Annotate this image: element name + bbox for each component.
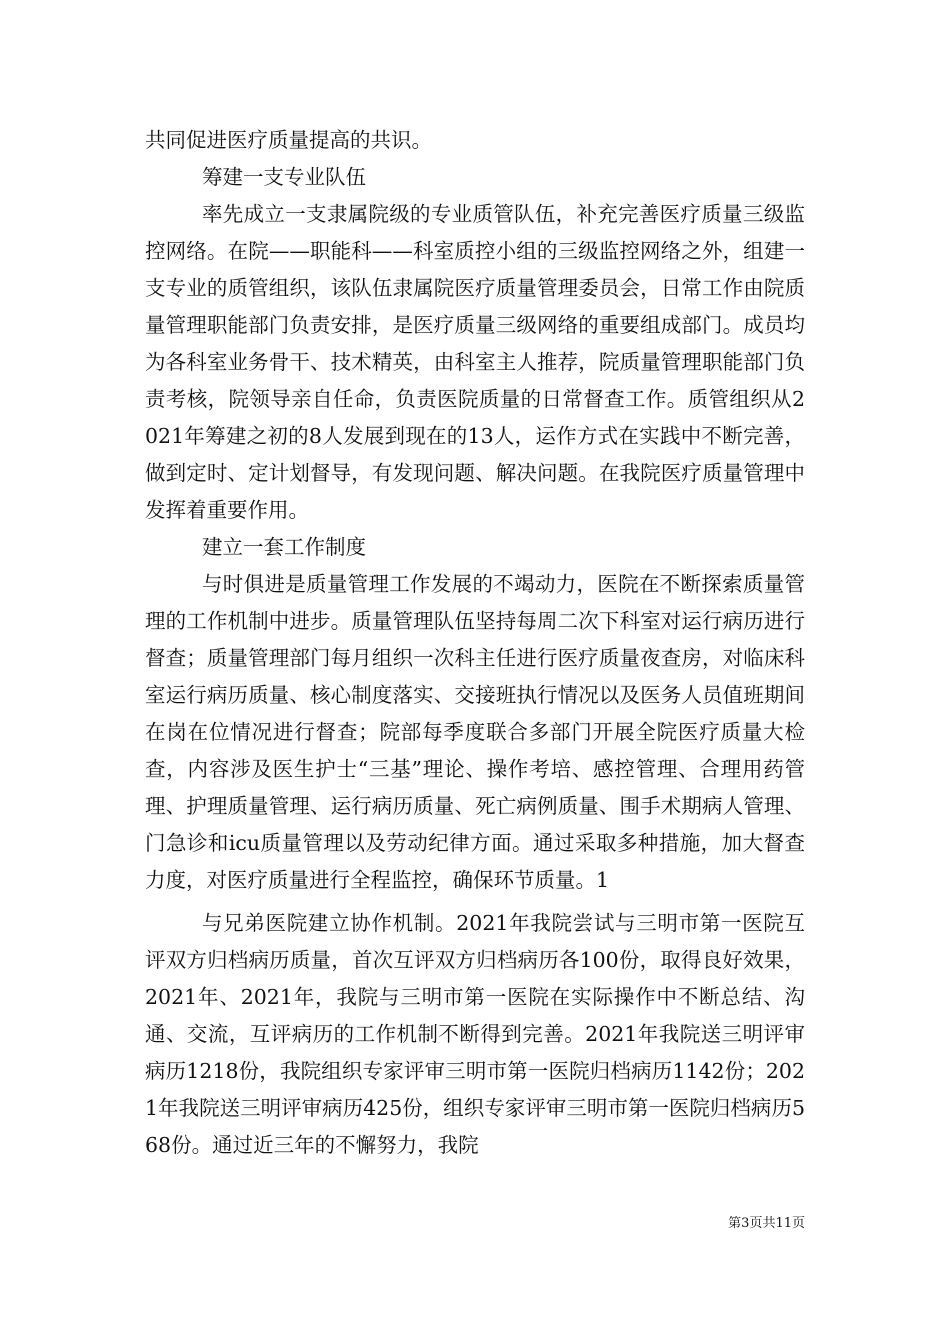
paragraph-team: 率先成立一支隶属院级的专业质管队伍，补充完善医疗质量三级监控网络。在院——职能科——科室质控小组的三级监控网络之外，组建一支专业的质管组织，该队伍隶属院医疗质量管理委员会，日常工作由院质量管理职能部门负责安排，是医疗质量三级网络的重要组成部门。成员均为各科室业务骨干、技术精英，由科室主人推荐，院质量管理职能部门负责考核，院领导亲自任命，负责医院质量的日常督查工作。质管组织从2021年筹建之初的8人发展到现在的13人，运作方式在实践中不断完善，做到定时、定计划督导，有发现问题、解决问题。在我院医疗质量管理中发挥着重要作用。 — [145, 202, 805, 522]
page-number: 第3页共11页 — [728, 1216, 805, 1231]
document-body — [145, 122, 805, 1164]
paragraph-system: 与时俱进是质量管理工作发展的不竭动力，医院在不断探索质量管理的工作机制中进步。质量管理队伍坚持每周二次下科室对运行病历进行督查；质量管理部门每月组织一次科主任进行医疗质量夜查房，对临床科室运行病历质量、核心制度落实、交接班执行情况以及医务人员值班期间在岗在位情况进行督查；院部每季度联合多部门开展全院医疗质量大检查，内容涉及医生护士“三基”理论、操作考培、感控管理、合理用药管理、护理质量管理、运行病历质量、死亡病例质量、围手术期病人管理、门急诊和icu质量管理以及劳动纪律方面。通过采取多种措施，加大督查力度，对医疗质量进行全程监控，确保环节质量。1 — [145, 572, 805, 892]
section-heading-system: 建立一套工作制度 — [202, 535, 366, 559]
paragraph-continuation: 共同促进医疗质量提高的共识。 — [145, 128, 432, 152]
section-heading-team: 筹建一支专业队伍 — [202, 165, 366, 189]
paragraph-cooperation: 与兄弟医院建立协作机制。2021年我院尝试与三明市第一医院互评双方归档病历质量，首次互评双方归档病历各100份，取得良好效果，2021年、2021年，我院与三明市第一医院在实际操作中不断总结、沟通、交流，互评病历的工作机制不断得到完善。2021年我院送三明评审病历1218份，我院组织专家评审三明市第一医院归档病历1142份；2021年我院送三明评审病历425份，组织专家评审三明市第一医院归档病历568份。通过近三年的不懈努力，我院 — [145, 911, 805, 1157]
